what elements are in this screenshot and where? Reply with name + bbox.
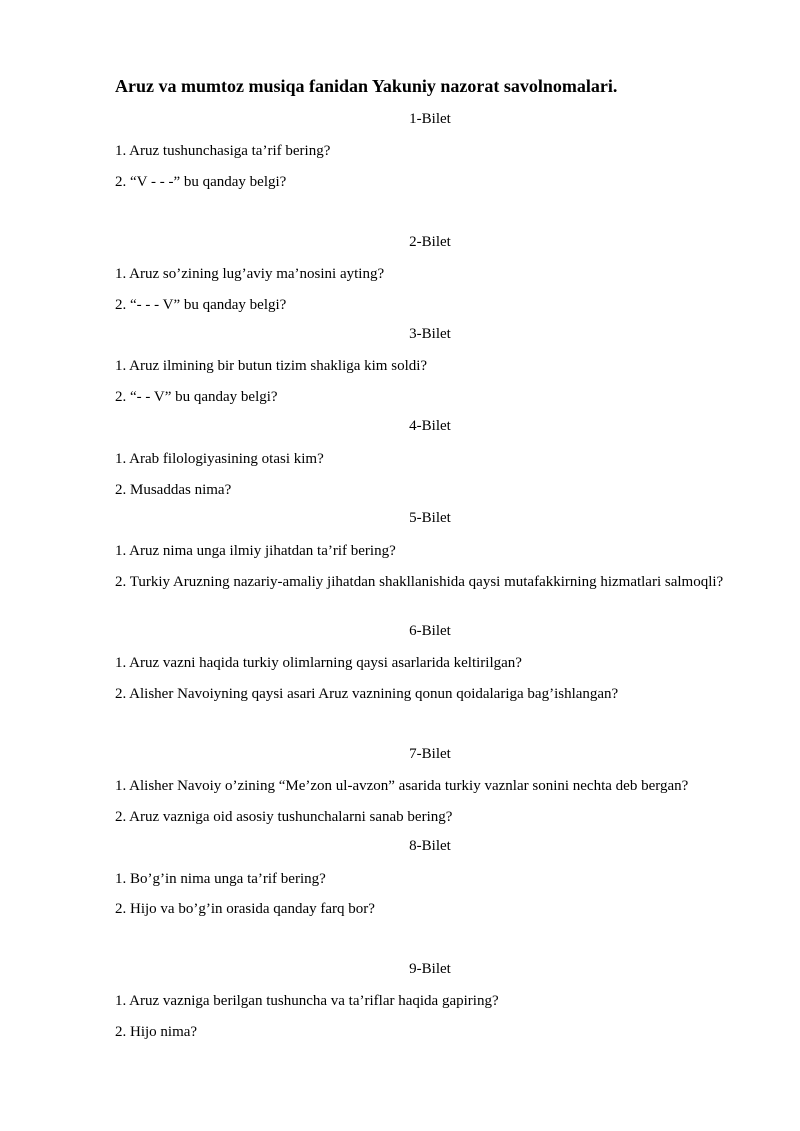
question-item: 1. Aruz ilmining bir butun tizim shakliga kim soldi? (115, 358, 428, 374)
question-item: 2. Hijo nima? (115, 1024, 198, 1040)
ticket-heading: 6-Bilet (409, 623, 451, 639)
ticket-heading: 3-Bilet (409, 326, 451, 342)
question-item: 1. Aruz tushunchasiga ta’rif bering? (115, 143, 331, 159)
ticket-heading: 7-Bilet (409, 746, 451, 762)
question-item: 1. Aruz vazni haqida turkiy olimlarning qaysi asarlarida keltirilgan? (115, 655, 522, 671)
question-item: 1. Bo’g’in nima unga ta’rif bering? (115, 871, 326, 887)
question-item: 1. Alisher Navoiy o’zining “Me’zon ul-avzon” asarida turkiy vaznlar sonini nechta deb bergan? (115, 778, 689, 794)
question-item: 2. “- - - V” bu qanday belgi? (115, 297, 287, 313)
ticket-heading: 5-Bilet (409, 510, 451, 526)
document-title: Aruz va mumtoz musiqa fanidan Yakuniy nazorat savolnomalari. (115, 76, 618, 96)
question-item: 2. “- - V” bu qanday belgi? (115, 389, 278, 405)
question-item: 1. Aruz vazniga berilgan tushuncha va ta’riflar haqida gapiring? (115, 993, 499, 1009)
question-item: 2. Alisher Navoiyning qaysi asari Aruz vaznining qonun qoidalariga bag’ishlangan? (115, 686, 619, 702)
question-item: 1. Aruz so’zining lug’aviy ma’nosini ayting? (115, 266, 385, 282)
question-item: 2. Aruz vazniga oid asosiy tushunchalarni sanab bering? (115, 809, 453, 825)
question-item: 1. Aruz nima unga ilmiy jihatdan ta’rif bering? (115, 543, 396, 559)
question-item: 2. “V - - -” bu qanday belgi? (115, 174, 287, 190)
ticket-heading: 9-Bilet (409, 961, 451, 977)
ticket-heading: 8-Bilet (409, 838, 451, 854)
ticket-heading: 2-Bilet (409, 234, 451, 250)
question-item: 2. Turkiy Aruzning nazariy-amaliy jihatdan shakllanishida qaysi mutafakkirning hizmatlari salmoqli? (115, 574, 724, 590)
question-item: 1. Arab filologiyasining otasi kim? (115, 451, 324, 467)
question-item: 2. Musaddas nima? (115, 482, 232, 498)
ticket-heading: 1-Bilet (409, 111, 451, 127)
ticket-heading: 4-Bilet (409, 418, 451, 434)
question-item: 2. Hijo va bo’g’in orasida qanday farq bor? (115, 901, 375, 917)
